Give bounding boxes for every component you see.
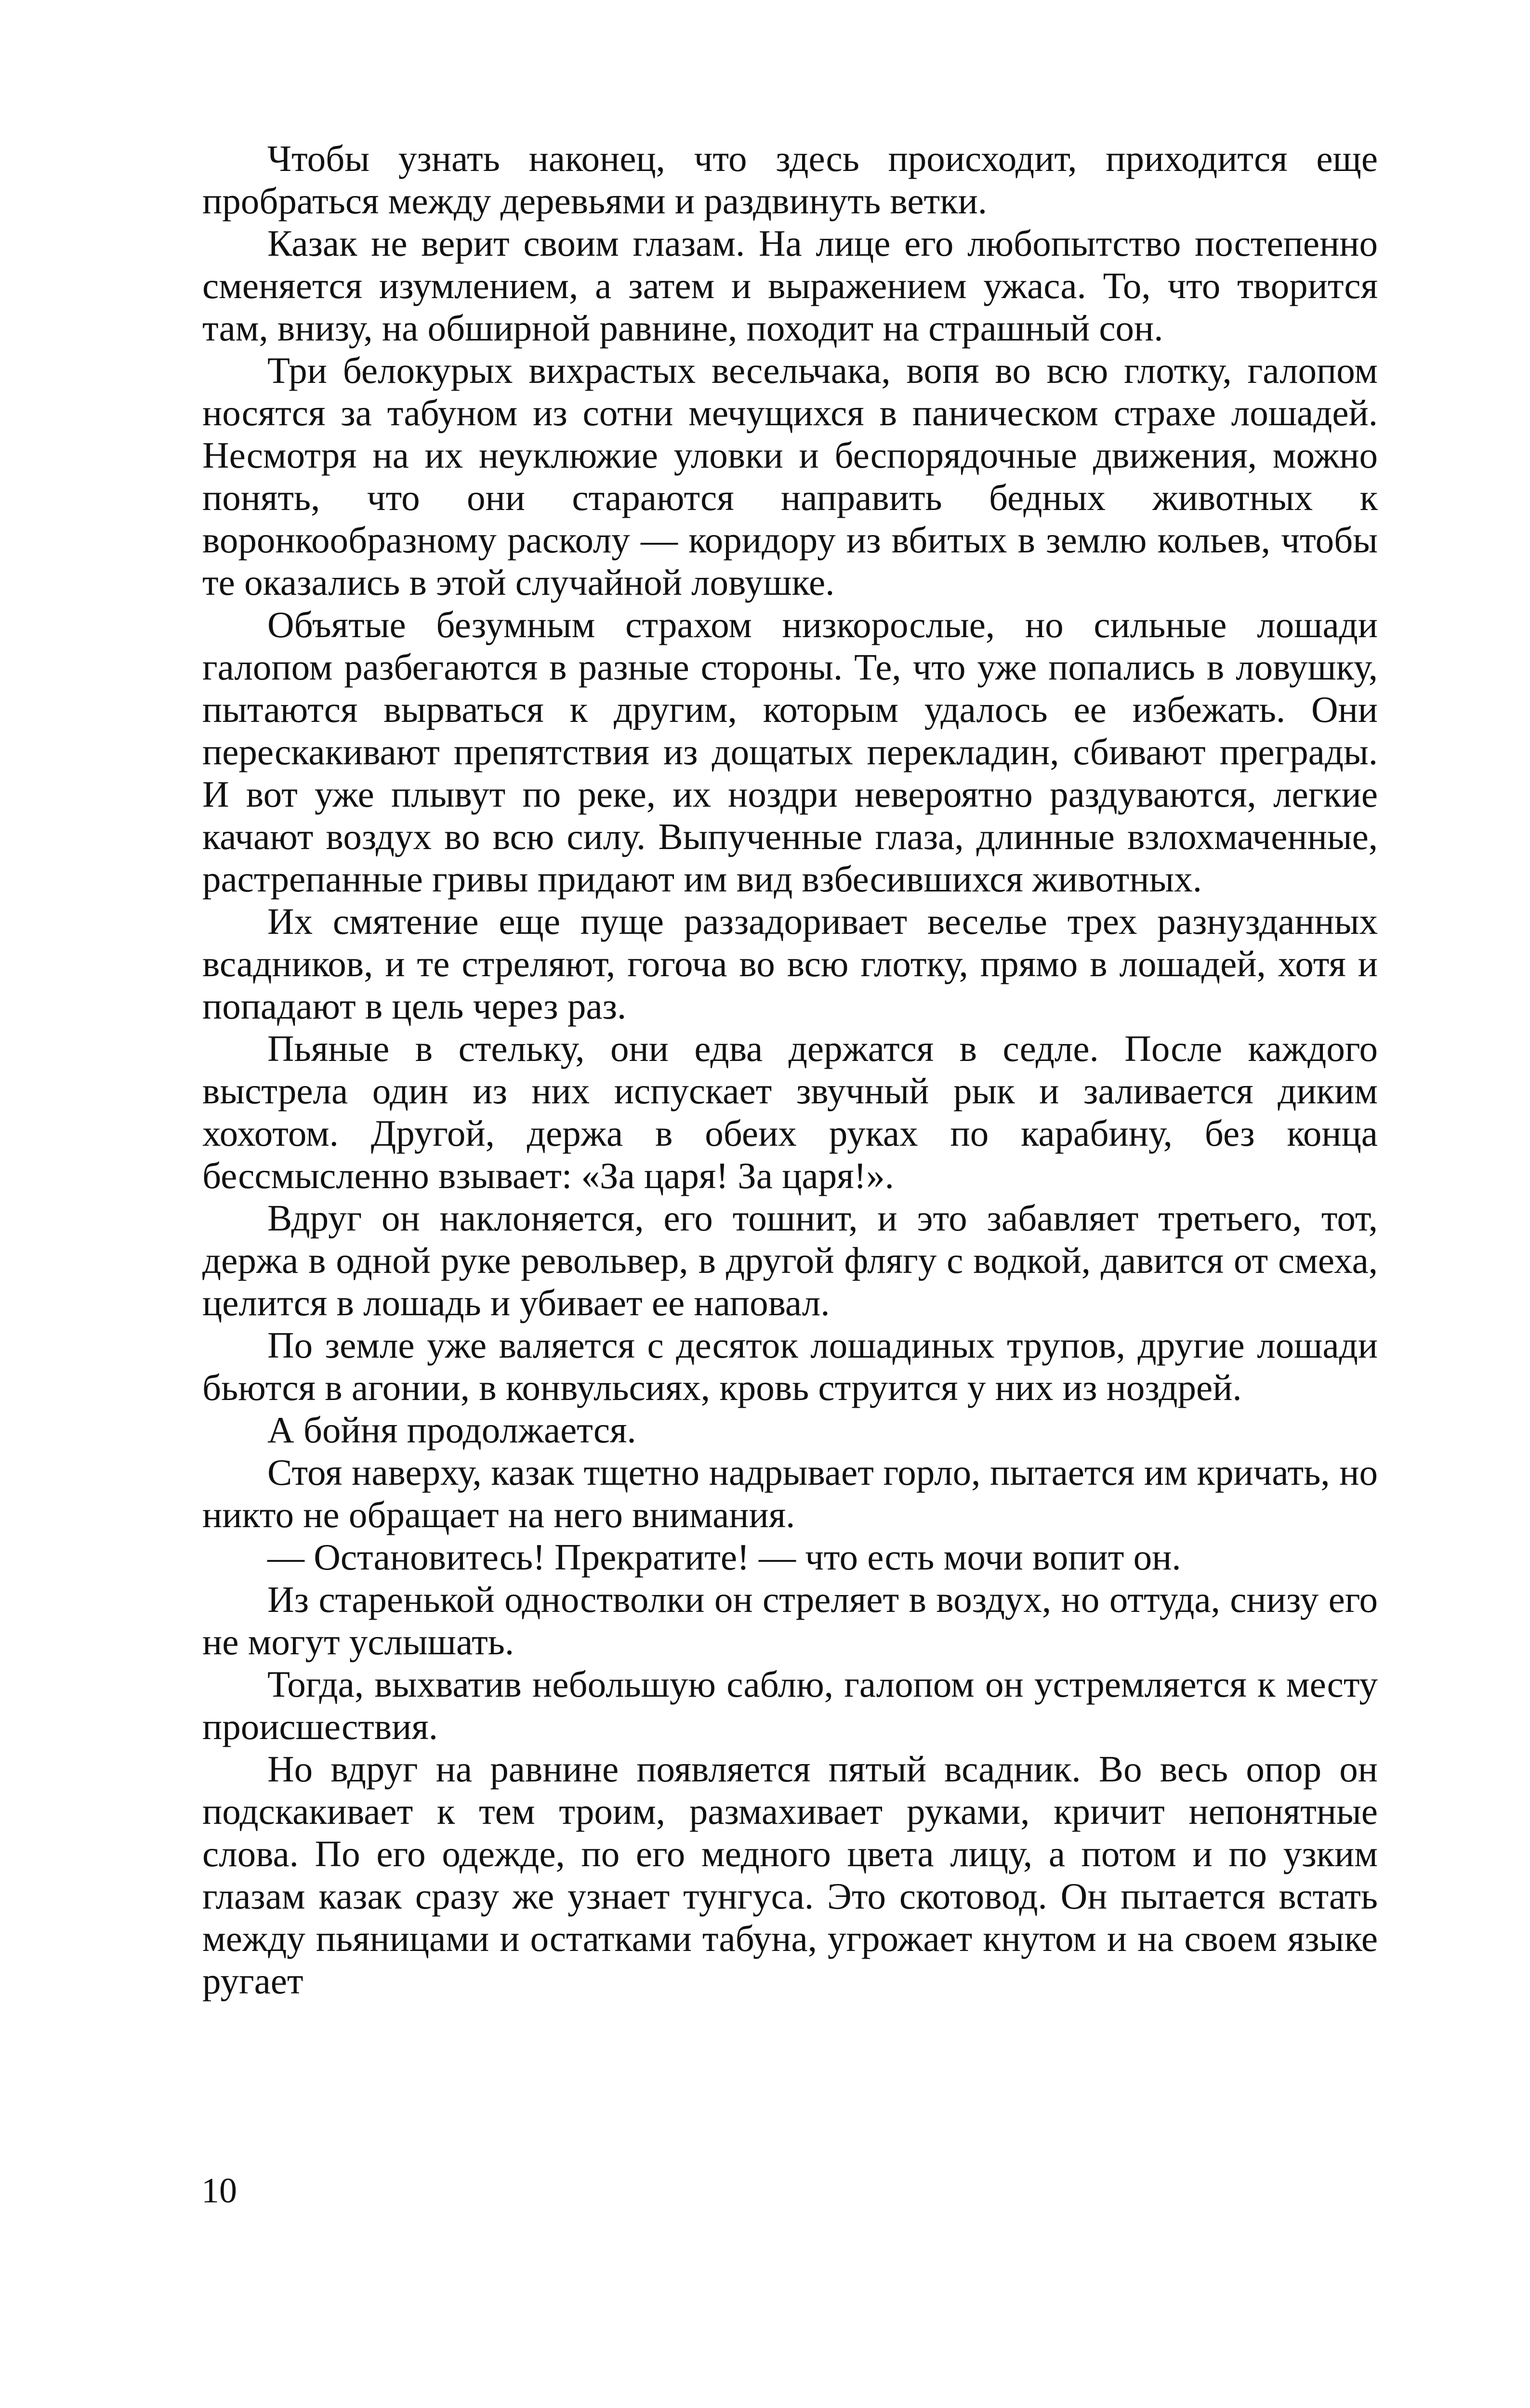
paragraph: Их смятение еще пуще раззадоривает веселье трех разнузданных всадников, и те стреляют, гогоча во всю глотку, прямо в лошадей, хотя и попадают в цель через раз. (202, 901, 1378, 1027)
paragraph: Казак не верит своим глазам. На лице его любопытство постепенно сменяется изумлением, а затем и выражением ужаса. То, что творится там, внизу, на обширной равнине, походит на страшный сон. (202, 222, 1378, 349)
paragraph: Вдруг он наклоняется, его тошнит, и это забавляет третьего, тот, держа в одной руке револьвер, в другой флягу с водкой, давится от смеха, целится в лошадь и убивает ее наповал. (202, 1197, 1378, 1323)
paragraph: Пьяные в стельку, они едва держатся в седле. После каждого выстрела один из них испускает звучный рык и заливается диким хохотом. Другой, держа в обеих руках по карабину, без конца бессмысленно взывает: «За царя! За царя!». (202, 1028, 1378, 1196)
paragraph: Но вдруг на равнине появляется пятый всадник. Во весь опор он подскакивает к тем троим, размахивает руками, кричит непонятные слова. По его одежде, по его медного цвета лицу, а потом и по узким глазам казак сразу же узнает тунгуса. Это скотовод. Он пытается встать между пьяницами и остатками табуна, угрожает кнутом и на своем языке ругает (202, 1748, 1378, 2002)
paragraph: Три белокурых вихрастых весельчака, вопя во всю глотку, галопом носятся за табуном из сотни мечущихся в паническом страхе лошадей. Несмотря на их неуклюжие уловки и беспорядочные движения, можно понять, что они стараются направить бедных животных к воронкообразному расколу — коридору из вбитых в землю кольев, чтобы те оказались в этой случайной ловушке. (202, 350, 1378, 603)
paragraph: — Остановитесь! Прекратите! — что есть мочи вопит он. (267, 1536, 1181, 1578)
paragraph: По земле уже валяется с десяток лошадиных трупов, другие лошади бьются в агонии, в конвульсиях, кровь струится у них из ноздрей. (202, 1324, 1378, 1408)
body-text (202, 137, 1378, 2002)
paragraph: Объятые безумным страхом низкорослые, но сильные лошади галопом разбегаются в разные стороны. Те, что уже попались в ловушку, пытаются вырваться к другим, которым удалось ее избежать. Они перескакивают препятствия из дощатых перекладин, сбивают преграды. И вот уже плывут по реке, их ноздри невероятно раздуваются, легкие качают воздух во всю силу. Выпученные глаза, длинные взлохмаченные, растрепанные гривы придают им вид взбесившихся животных. (202, 604, 1378, 900)
paragraph: Из старенькой одностволки он стреляет в воздух, но оттуда, снизу его не могут услышать. (202, 1579, 1378, 1662)
paragraph: Тогда, выхватив небольшую саблю, галопом он устремляется к месту происшествия. (202, 1663, 1378, 1747)
page-number: 10 (201, 2171, 237, 2211)
paragraph: Чтобы узнать наконец, что здесь происходит, приходится еще пробраться между деревьями и раздвинуть ветки. (202, 138, 1378, 222)
paragraph: А бойня продолжается. (267, 1409, 636, 1451)
paragraph: Стоя наверху, казак тщетно надрывает горло, пытается им кричать, но никто не обращает на него внимания. (202, 1452, 1378, 1535)
